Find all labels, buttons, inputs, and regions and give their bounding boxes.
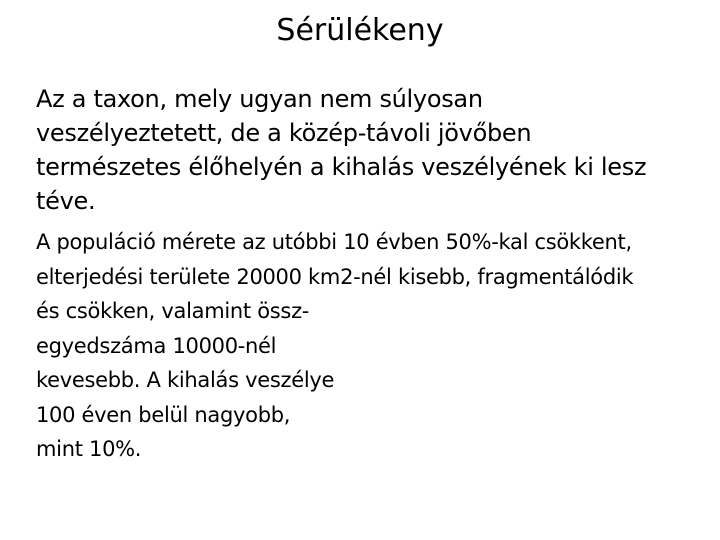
definition-paragraph	[36, 82, 716, 218]
definition-line: téve.	[36, 187, 96, 215]
criteria-paragraph	[36, 225, 716, 467]
criteria-line: mint 10%.	[36, 437, 142, 461]
criteria-line: 100 éven belül nagyobb,	[36, 402, 291, 427]
criteria-line: kevesebb. A kihalás veszélye	[36, 368, 335, 392]
slide-title: Sérülékeny	[276, 13, 444, 48]
criteria-line: és csökken, valamint össz-	[36, 299, 310, 323]
criteria-line: A populáció mérete az utóbbi 10 évben 50%-kal csökkent,	[36, 230, 632, 254]
definition-line: Az a taxon, mely ugyan nem súlyosan	[36, 85, 483, 113]
definition-line: természetes élőhelyén a kihalás veszélyének ki lesz	[36, 153, 647, 181]
definition-line: veszélyeztetett, de a közép-távoli jövőben	[36, 119, 532, 147]
criteria-line: egyedszáma 10000-nél	[36, 333, 277, 358]
criteria-line: elterjedési területe 20000 km2-nél kisebb, fragmentálódik	[36, 264, 634, 289]
